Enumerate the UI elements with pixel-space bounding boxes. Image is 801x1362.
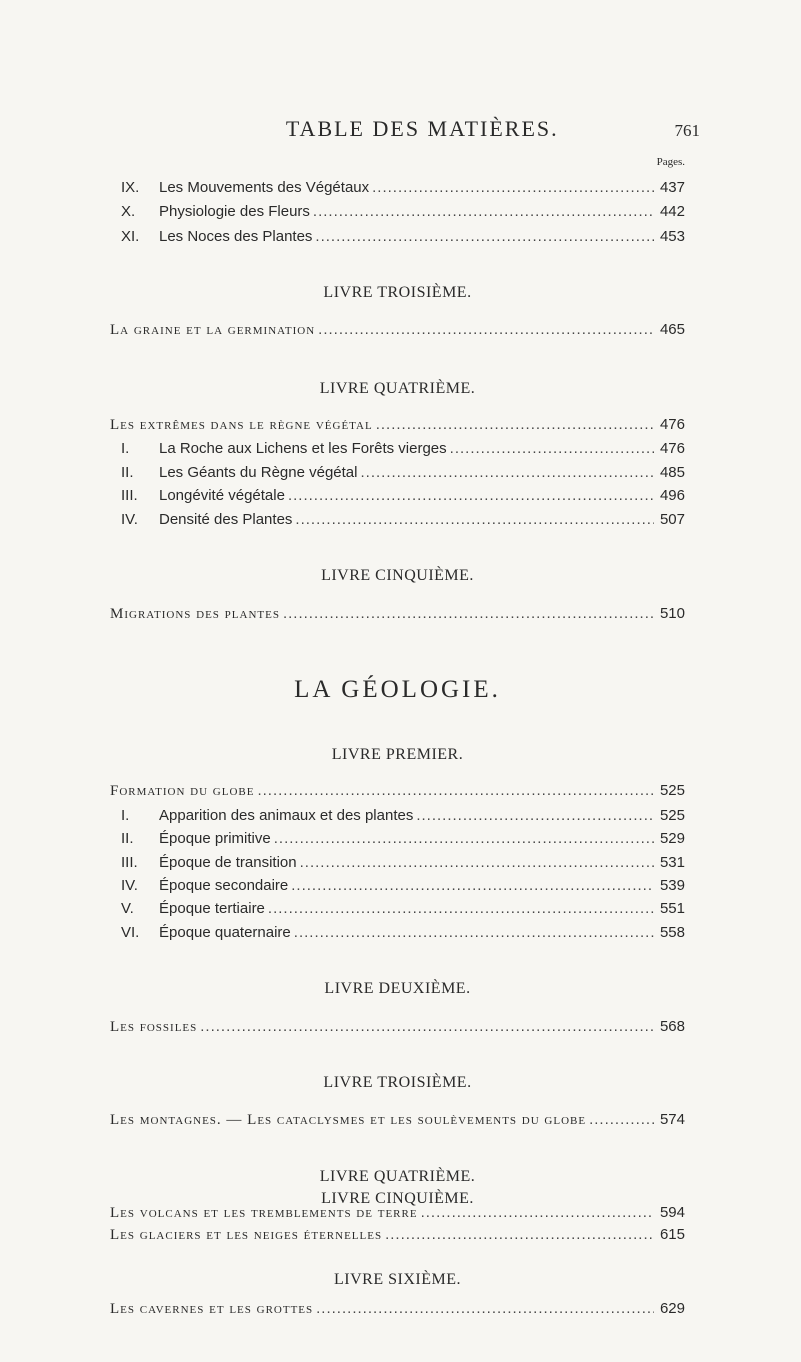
toc-entry[interactable] (110, 1018, 685, 1038)
entry-page: 629 (659, 1300, 685, 1317)
livre-heading: LIVRE DEUXIÈME. (324, 980, 471, 998)
entry-page: 476 (659, 416, 685, 433)
livre-heading: LIVRE CINQUIÈME. (321, 567, 474, 585)
entry-title: Les Géants du Règne végétal (159, 463, 358, 481)
toc-entry[interactable] (110, 416, 685, 436)
entry-page: 485 (659, 463, 685, 481)
entry-page: 437 (659, 178, 685, 196)
leader-dots (376, 416, 654, 433)
entry-page: 453 (659, 227, 685, 245)
entry-title: La Roche aux Lichens et les Forêts vierges (159, 440, 447, 458)
entry-page: 496 (659, 487, 685, 505)
entry-title: Les Noces des Plantes (159, 227, 313, 245)
entry-page: 525 (659, 782, 685, 800)
toc-entry[interactable] (110, 605, 685, 625)
entry-page: 558 (659, 923, 685, 941)
leader-dots (300, 854, 654, 871)
entry-page: 510 (659, 604, 685, 622)
entry-page: 442 (659, 203, 685, 221)
entry-page: 539 (659, 876, 685, 894)
entry-title: Longévité végétale (159, 487, 285, 505)
toc-entry[interactable] (110, 900, 685, 920)
entry-title: Les montagnes. — Les cataclysmes et les soulèvements du globe (110, 1112, 587, 1129)
entry-title: Époque primitive (159, 830, 271, 847)
toc-entry[interactable] (110, 464, 685, 484)
toc-entry[interactable] (110, 440, 685, 460)
toc-entry[interactable] (110, 487, 685, 507)
leader-dots (416, 807, 654, 824)
entry-title: Les glaciers et les neiges éternelles (110, 1227, 383, 1243)
pages-column-label: Pages. (656, 156, 685, 168)
leader-dots (291, 877, 654, 894)
toc-entry[interactable] (110, 228, 685, 248)
entry-page: 594 (659, 1204, 685, 1221)
entry-title: Formation du globe (110, 783, 255, 800)
leader-dots (313, 203, 654, 220)
entry-number: X. (121, 203, 136, 221)
leader-dots (372, 179, 654, 196)
leader-dots (257, 782, 654, 799)
toc-entry[interactable] (110, 179, 685, 199)
entry-page: 525 (659, 806, 685, 824)
livre-heading: LIVRE PREMIER. (331, 746, 464, 763)
toc-entry[interactable] (110, 511, 685, 531)
entry-number: I. (121, 806, 130, 824)
entry-page: 615 (659, 1226, 685, 1243)
part-title: LA GÉOLOGIE. (294, 675, 501, 703)
entry-page: 465 (659, 321, 685, 339)
toc-entry[interactable] (110, 1300, 685, 1320)
leader-dots (315, 228, 654, 245)
entry-page: 551 (659, 900, 685, 918)
leader-dots (274, 830, 654, 847)
entry-title: Les cavernes et les grottes (110, 1301, 314, 1317)
entry-title: Époque tertiaire (159, 900, 265, 918)
entry-page: 531 (659, 853, 685, 871)
entry-title: Les extrêmes dans le règne végétal (110, 417, 373, 433)
toc-entry[interactable] (110, 782, 685, 802)
leader-dots (200, 1018, 654, 1035)
livre-heading: LIVRE TROISIÈME. (323, 1074, 472, 1092)
entry-number: XI. (121, 227, 140, 245)
livre-heading: LIVRE TROISIÈME. (323, 284, 472, 302)
toc-entry[interactable] (110, 924, 685, 944)
leader-dots (360, 464, 654, 481)
page-number: 761 (674, 121, 700, 140)
entry-number: IX. (121, 178, 140, 196)
leader-dots (288, 487, 654, 504)
entry-number: IV. (121, 876, 138, 894)
leader-dots (268, 900, 654, 917)
entry-page: 476 (659, 440, 685, 458)
entry-title: Migrations des plantes (110, 605, 280, 622)
entry-number: I. (121, 440, 130, 458)
entry-title: La graine et la germination (110, 322, 316, 339)
running-title: TABLE DES MATIÈRES. (285, 116, 559, 141)
leader-dots (295, 511, 654, 528)
entry-number: IV. (121, 510, 138, 528)
leader-dots (385, 1226, 654, 1243)
entry-number: V. (121, 900, 134, 918)
entry-number: III. (121, 853, 138, 871)
livre-heading: LIVRE QUATRIÈME. (319, 1167, 476, 1185)
entry-title: Époque secondaire (159, 876, 289, 894)
leader-dots (294, 924, 654, 941)
livre-heading: LIVRE CINQUIÈME. (321, 1190, 474, 1207)
entry-number: VI. (121, 923, 140, 941)
entry-title: Physiologie des Fleurs (159, 203, 310, 221)
toc-entry[interactable] (110, 830, 685, 850)
entry-page: 574 (659, 1111, 685, 1129)
leader-dots (283, 605, 654, 622)
toc-entry[interactable] (110, 854, 685, 874)
entry-page: 507 (659, 510, 685, 528)
running-header (110, 116, 700, 150)
entry-number: III. (121, 487, 138, 505)
entry-title: Densité des Plantes (159, 510, 293, 528)
leader-dots (316, 1300, 654, 1317)
leader-dots (589, 1111, 654, 1128)
entry-number: II. (121, 463, 134, 481)
entry-title: Apparition des animaux et des plantes (159, 806, 414, 824)
entry-page: 568 (659, 1017, 685, 1035)
entry-title: Les volcans et les tremblements de terre (110, 1205, 418, 1221)
toc-entry[interactable] (110, 807, 685, 827)
toc-entry[interactable] (110, 1226, 685, 1246)
toc-entry[interactable] (110, 877, 685, 897)
toc-entry[interactable] (110, 321, 685, 341)
toc-entry[interactable] (110, 1111, 685, 1131)
livre-heading: LIVRE SIXIÈME. (334, 1271, 461, 1288)
entry-title: Les fossiles (110, 1018, 198, 1035)
leader-dots (450, 440, 654, 457)
entry-title: Époque de transition (159, 853, 297, 871)
entry-title: Époque quaternaire (159, 923, 291, 941)
entry-number: II. (121, 830, 134, 847)
toc-entry[interactable] (110, 203, 685, 223)
leader-dots (318, 321, 654, 338)
entry-title: Les Mouvements des Végétaux (159, 178, 370, 196)
entry-page: 529 (659, 830, 685, 847)
livre-heading: LIVRE QUATRIÈME. (319, 379, 476, 397)
